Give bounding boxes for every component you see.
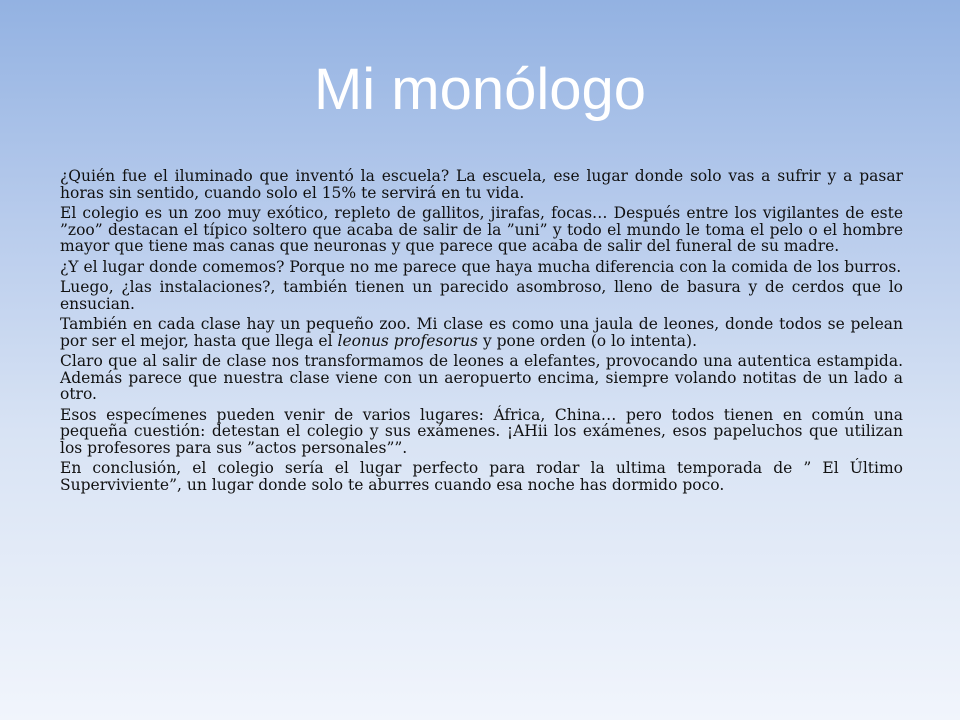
paragraph-2: El colegio es un zoo muy exótico, repleto de gallitos, jirafas, focas… Después entre los vigilantes de este ”zoo” destacan el típico soltero que acaba de salir de la ”uni” y todo el mundo le toma el pelo o el hombre mayor que tiene mas canas que neuronas y que parece que acaba de salir del funeral de su madre.	[60, 204, 903, 255]
paragraph-5-italic-term: leonus profesorus	[337, 331, 479, 350]
slide-body	[60, 168, 903, 497]
paragraph-3: ¿Y el lugar donde comemos? Porque no me parece que haya mucha diferencia con la comida de los burros.	[60, 257, 902, 276]
paragraph-1: ¿Quién fue el iluminado que inventó la escuela? La escuela, ese lugar donde solo vas a sufrir y a pasar horas sin sentido, cuando solo el 15% te servirá en tu vida.	[60, 167, 903, 202]
paragraph-5-text-after: y pone orden (o lo intenta).	[478, 331, 697, 350]
paragraph-7: Esos especímenes pueden venir de varios lugares: África, China… pero todos tienen en común una pequeña cuestión: detestan el colegio y sus exámenes. ¡AHii los exámenes, esos papeluchos que utilizan los profesores para sus ”actos personales””.	[60, 405, 903, 457]
paragraph-8: En conclusión, el colegio sería el lugar perfecto para rodar la ultima temporada de ” El Último Superviviente”, un lugar donde solo te aburres cuando esa noche has dormido poco.	[60, 459, 903, 494]
paragraph-6: Claro que al salir de clase nos transformamos de leones a elefantes, provocando una autentica estampida. Además parece que nuestra clase viene con un aeropuerto encima, siempre volando notitas de un lado a otro.	[60, 352, 903, 403]
paragraph-5	[60, 316, 903, 349]
paragraph-4: Luego, ¿las instalaciones?, también tienen un parecido asombroso, lleno de basura y de cerdos que lo ensucian.	[60, 278, 903, 313]
paragraph-5-text-before: También en cada clase hay un pequeño zoo. Mi clase es como una jaula de leones, donde todos se pelean por ser el mejor, hasta que llega el	[60, 315, 903, 350]
slide-title: Mi monólogo	[313, 57, 647, 122]
